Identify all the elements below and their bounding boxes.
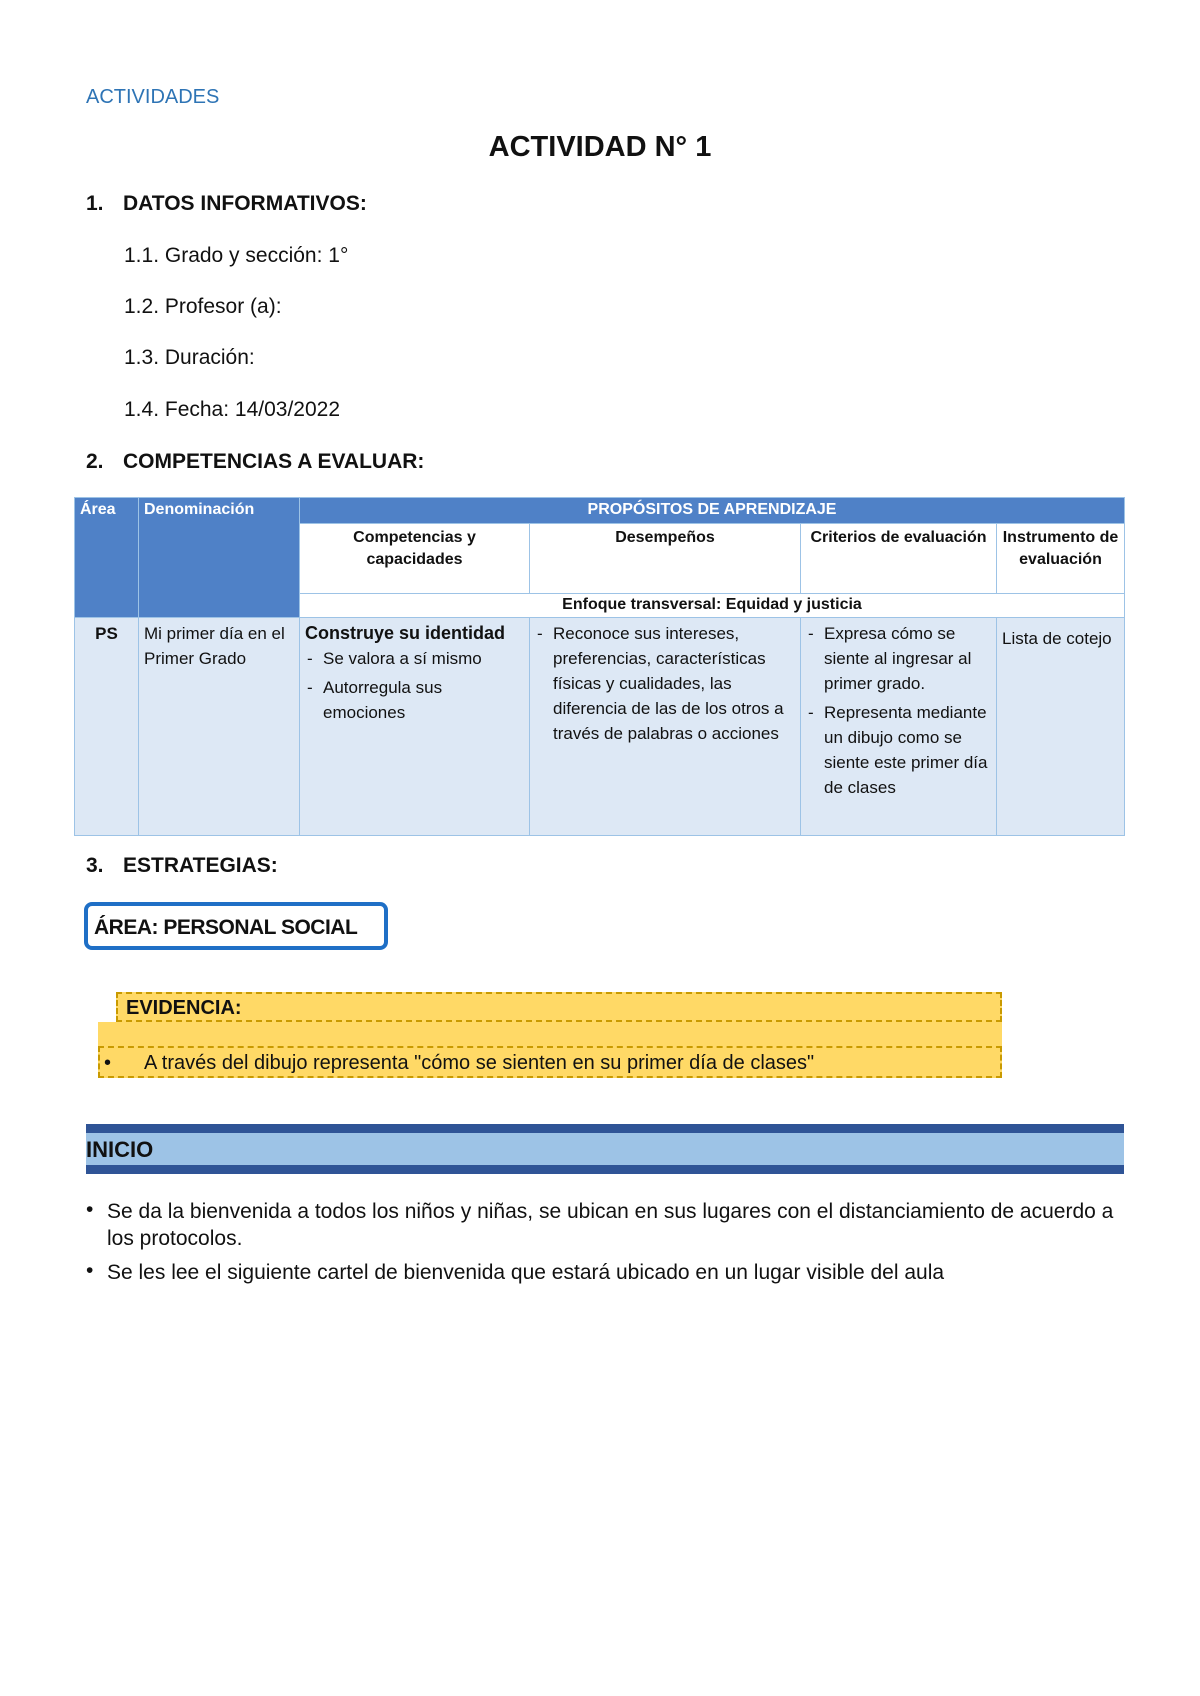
- competencias-table: [74, 497, 1125, 836]
- info-item-fecha: 1.4. Fecha: 14/03/2022: [124, 398, 340, 421]
- cell-area: PS: [75, 618, 139, 836]
- section-heading-datos: [86, 192, 367, 216]
- inicio-band: [86, 1133, 1124, 1165]
- info-item-grado: 1.1. Grado y sección: 1°: [124, 244, 349, 267]
- header-propositos: PROPÓSITOS DE APRENDIZAJE: [300, 498, 1125, 524]
- criterio-item: - Representa mediante un dibujo como se siente este primer día de clases: [806, 700, 991, 800]
- cell-competencias: [300, 618, 530, 836]
- area-box: ÁREA: PERSONAL SOCIAL: [84, 902, 388, 950]
- bullet-icon: •: [86, 1259, 94, 1282]
- section-heading-competencias: [86, 450, 424, 474]
- header-instrumento: Instrumento de evaluación: [997, 524, 1125, 594]
- section-heading-estrategias: [86, 854, 278, 878]
- inicio-heading: INICIO: [86, 1137, 154, 1162]
- info-item-profesor: 1.2. Profesor (a):: [124, 295, 282, 318]
- section-title: COMPETENCIAS A EVALUAR:: [123, 450, 425, 473]
- section-title: ESTRATEGIAS:: [123, 854, 278, 877]
- inicio-bar-bottom: [86, 1165, 1124, 1174]
- section-title: DATOS INFORMATIVOS:: [123, 192, 367, 215]
- evidence-title: EVIDENCIA:: [126, 997, 242, 1019]
- header-denominacion: Denominación: [139, 498, 300, 618]
- bullet-icon: •: [86, 1198, 94, 1221]
- section-number: 3.: [86, 854, 104, 877]
- competencia-title: Construye su identidad: [305, 623, 506, 643]
- page-title: ACTIVIDAD N° 1: [488, 131, 712, 163]
- section-number: 2.: [86, 450, 104, 473]
- capacidad-item: - Autorregula sus emociones: [305, 675, 524, 725]
- inicio-bullet-text: Se les lee el siguiente cartel de bienvenida que estará ubicado en un lugar visible del aula: [107, 1261, 945, 1284]
- cell-desempenos: [530, 618, 801, 836]
- info-item-duracion: 1.3. Duración:: [124, 346, 255, 369]
- desempeno-item: - Reconoce sus intereses, preferencias, características físicas y cualidades, las diferencia de las de los otros a través de palabras o acciones: [535, 621, 795, 746]
- inicio-bar-top: [86, 1124, 1124, 1133]
- cell-denominacion: Mi primer día en el Primer Grado: [139, 618, 300, 836]
- header-criterios: Criterios de evaluación: [801, 524, 997, 594]
- enfoque-transversal: Enfoque transversal: Equidad y justicia: [300, 594, 1125, 618]
- cell-instrumento: Lista de cotejo: [997, 618, 1125, 836]
- evidence-title-box: [116, 992, 1002, 1022]
- evidence-text: A través del dibujo representa "cómo se sienten en su primer día de clases": [144, 1052, 815, 1074]
- criterio-item: - Expresa cómo se siente al ingresar al primer grado.: [806, 621, 991, 696]
- cell-criterios: [801, 618, 997, 836]
- header-area: Área: [75, 498, 139, 618]
- inicio-bullet-text: Se da la bienvenida a todos los niños y niñas, se ubican en sus lugares con el distanciamiento de acuerdo a los protocolos.: [107, 1200, 1114, 1250]
- bullet-icon: •: [104, 1052, 112, 1074]
- section-label: ACTIVIDADES: [86, 86, 220, 108]
- capacidad-item: - Se valora a sí mismo: [305, 646, 524, 671]
- header-desempenos: Desempeños: [530, 524, 801, 594]
- section-number: 1.: [86, 192, 104, 215]
- header-competencias: Competencias y capacidades: [300, 524, 530, 594]
